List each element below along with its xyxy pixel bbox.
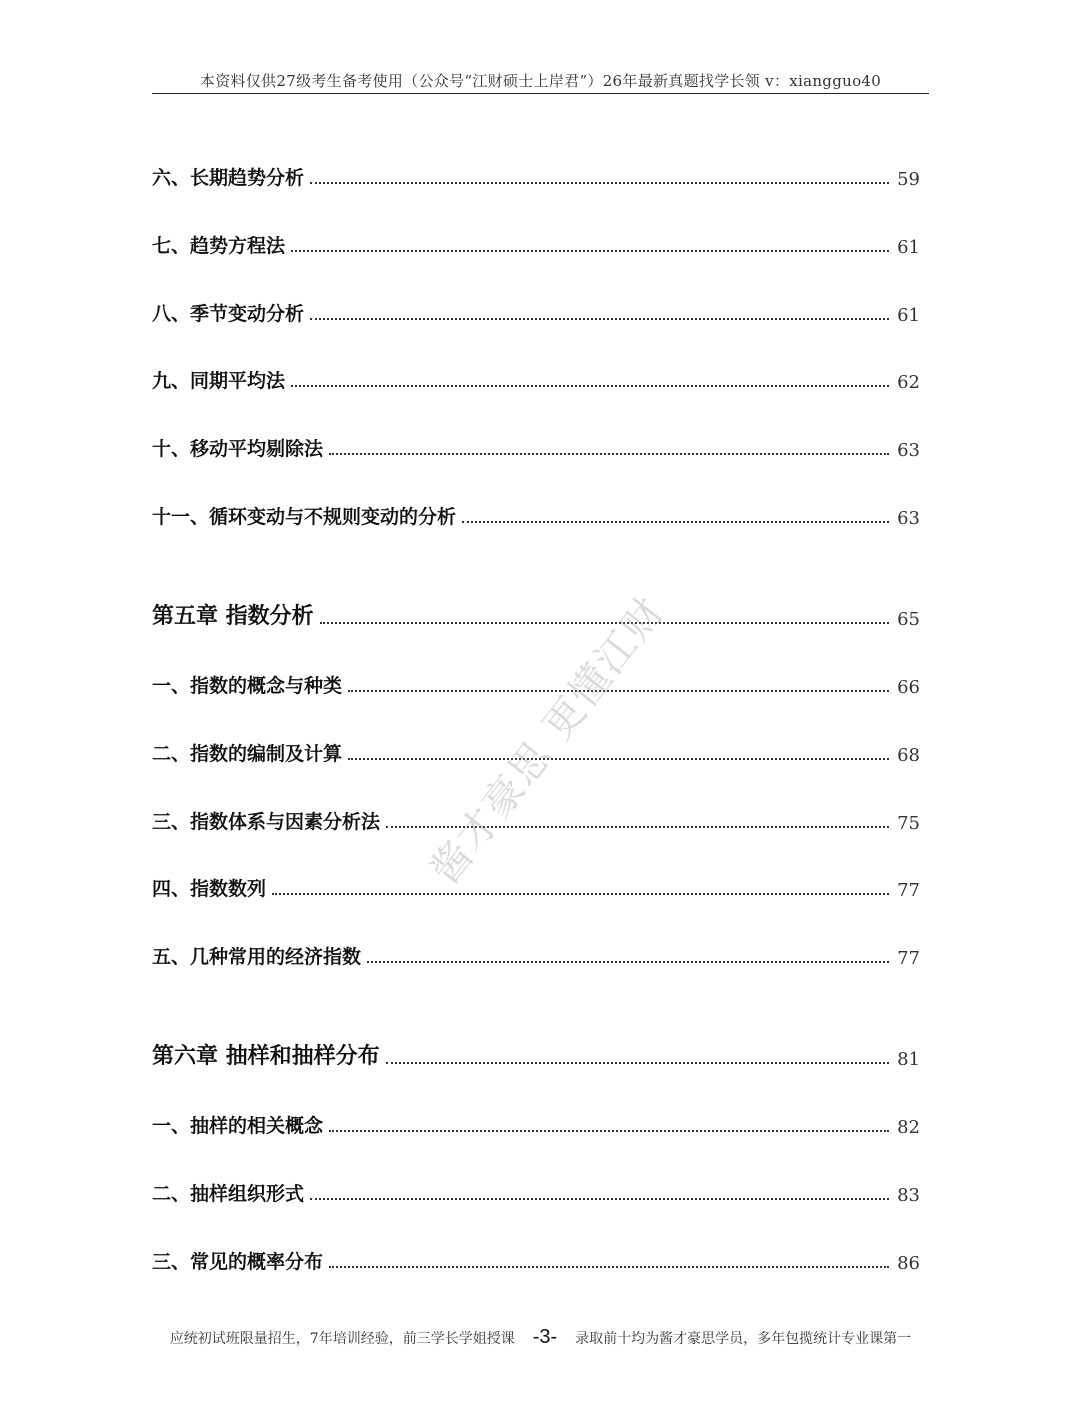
toc-entry-page: 77 bbox=[897, 880, 920, 901]
toc-entry-page: 61 bbox=[897, 305, 920, 326]
toc-entry-title: 十、移动平均剔除法 bbox=[152, 438, 324, 460]
toc-entry-page: 68 bbox=[897, 745, 920, 766]
toc-entry-page: 59 bbox=[897, 169, 920, 190]
toc-leader-dots bbox=[291, 250, 889, 252]
toc-entry-title: 二、指数的编制及计算 bbox=[152, 743, 343, 765]
toc-entry-title: 四、指数数列 bbox=[152, 878, 267, 900]
toc-entry-page: 66 bbox=[897, 677, 920, 698]
toc-leader-dots bbox=[310, 182, 889, 184]
toc-leader-dots bbox=[329, 453, 889, 455]
page-number: -3- bbox=[532, 1326, 558, 1348]
toc-entry[interactable] bbox=[152, 296, 920, 326]
toc-entry-page: 83 bbox=[897, 1185, 920, 1206]
toc-entry[interactable] bbox=[152, 1244, 920, 1274]
toc-entry-title: 八、季节变动分析 bbox=[152, 303, 305, 325]
toc-entry-page: 63 bbox=[897, 508, 920, 529]
toc-entry[interactable] bbox=[152, 431, 920, 461]
toc-entry[interactable] bbox=[152, 228, 920, 258]
toc-entry-page: 77 bbox=[897, 948, 920, 969]
toc-entry-title: 五、几种常用的经济指数 bbox=[152, 946, 362, 968]
toc-leader-dots bbox=[291, 385, 889, 387]
toc-leader-dots bbox=[348, 758, 889, 760]
toc-entry-page: 75 bbox=[897, 813, 920, 834]
toc-leader-dots bbox=[329, 1130, 889, 1132]
toc-entry-page: 81 bbox=[897, 1049, 920, 1070]
toc-entry-title: 三、常见的概率分布 bbox=[152, 1251, 324, 1273]
toc-entry-page: 65 bbox=[897, 609, 920, 630]
toc-entry[interactable] bbox=[152, 804, 920, 834]
toc-entry-page: 86 bbox=[897, 1253, 920, 1274]
toc-entry[interactable] bbox=[152, 1108, 920, 1138]
toc-leader-dots bbox=[367, 961, 889, 963]
toc-entry[interactable] bbox=[152, 1176, 920, 1206]
toc-chapter-entry[interactable] bbox=[152, 600, 920, 630]
toc-entry-title: 九、同期平均法 bbox=[152, 370, 286, 392]
toc-chapter-title: 第六章 抽样和抽样分布 bbox=[152, 1043, 380, 1069]
toc-entry-title: 三、指数体系与因素分析法 bbox=[152, 811, 381, 833]
toc-leader-dots bbox=[386, 826, 889, 828]
toc-entry-page: 82 bbox=[897, 1117, 920, 1138]
footer-left-text: 应统初试班限量招生，7年培训经验，前三学长学姐授课 bbox=[169, 1330, 515, 1347]
toc-entry[interactable] bbox=[152, 160, 920, 190]
toc-entry-title: 一、指数的概念与种类 bbox=[152, 675, 343, 697]
header-divider bbox=[152, 93, 929, 94]
toc-entry-page: 63 bbox=[897, 440, 920, 461]
toc-leader-dots bbox=[329, 1266, 889, 1268]
toc-leader-dots bbox=[386, 1062, 889, 1064]
toc-leader-dots bbox=[272, 893, 889, 895]
toc-leader-dots bbox=[348, 690, 889, 692]
page-footer bbox=[152, 1326, 929, 1349]
toc-entry-title: 二、抽样组织形式 bbox=[152, 1183, 305, 1205]
toc-entry[interactable] bbox=[152, 939, 920, 969]
toc-leader-dots bbox=[320, 622, 889, 624]
toc-entry[interactable] bbox=[152, 871, 920, 901]
toc-leader-dots bbox=[462, 521, 889, 523]
toc-entry[interactable] bbox=[152, 363, 920, 393]
toc-leader-dots bbox=[310, 318, 889, 320]
toc-entry[interactable] bbox=[152, 668, 920, 698]
toc-entry-page: 62 bbox=[897, 372, 920, 393]
toc-leader-dots bbox=[310, 1198, 889, 1200]
toc-entry-title: 七、趋势方程法 bbox=[152, 235, 286, 257]
toc-entry-title: 六、长期趋势分析 bbox=[152, 167, 305, 189]
toc-entry-title: 十一、循环变动与不规则变动的分析 bbox=[152, 506, 457, 528]
toc-entry[interactable] bbox=[152, 736, 920, 766]
toc-entry-page: 61 bbox=[897, 237, 920, 258]
toc-entry-title: 一、抽样的相关概念 bbox=[152, 1115, 324, 1137]
toc-chapter-entry[interactable] bbox=[152, 1040, 920, 1070]
watermark: 酱才豪思 更懂江财 bbox=[422, 588, 675, 894]
toc-entry[interactable] bbox=[152, 499, 920, 529]
page-header: 本资料仅供27级考生备考使用（公众号“江财硕士上岸君”）26年最新真题找学长领 v：xiangguo40 bbox=[199, 72, 882, 90]
toc-chapter-title: 第五章 指数分析 bbox=[152, 603, 314, 629]
footer-right-text: 录取前十均为酱才豪思学员，多年包揽统计专业课第一 bbox=[575, 1330, 912, 1347]
